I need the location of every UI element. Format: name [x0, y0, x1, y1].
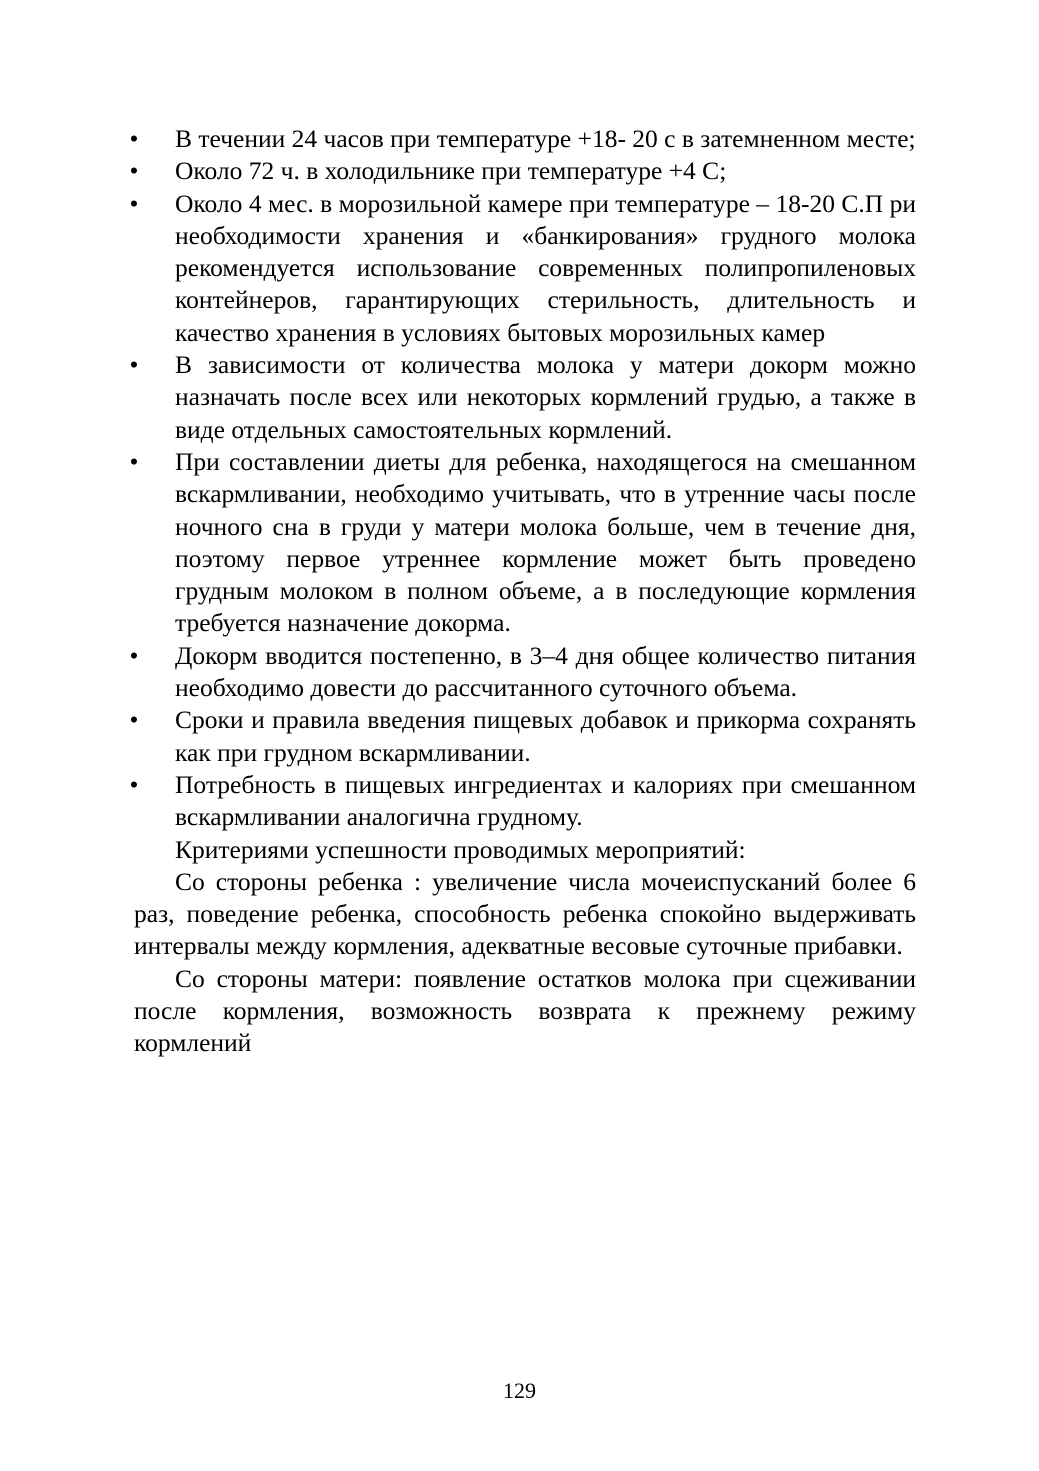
- bullet-item: [129, 155, 916, 187]
- bullet-text: Около 4 мес. в морозильной камере при температуре – 18-20 С.П ри необходимости хранения и «банкирования» грудного молока рекомендуется использование современных полипропиленовых контейнеров, гарантирующих стерильность, длительность и качество хранения в условиях бытовых морозильных камер: [175, 188, 916, 347]
- bullet-text: Докорм вводится постепенно, в 3–4 дня общее количество питания необходимо довести до рассчитанного суточного объема.: [175, 640, 916, 703]
- bullet-text: Около 72 ч. в холодильнике при температуре +4 С;: [175, 156, 727, 186]
- bullet-text: В зависимости от количества молока у матери докорм можно назначать после всех или некоторых кормлений грудью, а также в виде отдельных самостоятельных кормлений.: [175, 350, 916, 444]
- page-body: [129, 123, 916, 1060]
- bullet-marker: •: [129, 156, 139, 186]
- bullet-marker: •: [129, 188, 139, 218]
- bullet-item: [129, 640, 916, 705]
- child-criteria-paragraph: Со стороны ребенка : увеличение числа мочеиспусканий более 6 раз, поведение ребенка, способность ребенка спокойно выдерживать интервалы между кормления, адекватные весовые суточные прибавки.: [134, 866, 916, 961]
- bullet-item: [129, 769, 916, 834]
- bullet-marker: •: [129, 705, 139, 735]
- bullet-text: В течении 24 часов при температуре +18- 20 с в затемненном месте;: [175, 124, 916, 153]
- bullet-item: [129, 188, 916, 349]
- bullet-marker: •: [129, 350, 139, 380]
- bullet-marker: •: [129, 769, 139, 799]
- page-number: 129: [503, 1378, 536, 1403]
- bullet-text: Потребность в пищевых ингредиентах и калориях при смешанном вскармливании аналогична грудному.: [175, 769, 916, 832]
- bullet-item: [129, 704, 916, 769]
- criteria-heading: Критериями успешности проводимых мероприятий:: [175, 834, 746, 864]
- bullet-text: Сроки и правила введения пищевых добавок и прикорма сохранять как при грудном вскармливании.: [175, 705, 916, 767]
- bullet-item: [129, 446, 916, 640]
- bullet-item: [129, 123, 916, 155]
- bullet-marker: •: [129, 640, 139, 670]
- bullet-item: [129, 349, 916, 446]
- bullet-marker: •: [129, 446, 139, 476]
- bullet-text: При составлении диеты для ребенка, находящегося на смешанном вскармливании, необходимо учитывать, что в утренние часы после ночного сна в груди у матери молока больше, чем в течение дня, поэтому первое утреннее кормление может быть проведено грудным молоком в полном объеме, а в последующие кормления требуется назначение докорма.: [175, 446, 916, 638]
- bullet-list: [129, 123, 916, 834]
- mother-criteria-paragraph: Со стороны матери: появление остатков молока при сцеживании после кормления, возможность возврата к прежнему режиму кормлений: [134, 963, 916, 1058]
- bullet-marker: •: [129, 124, 139, 153]
